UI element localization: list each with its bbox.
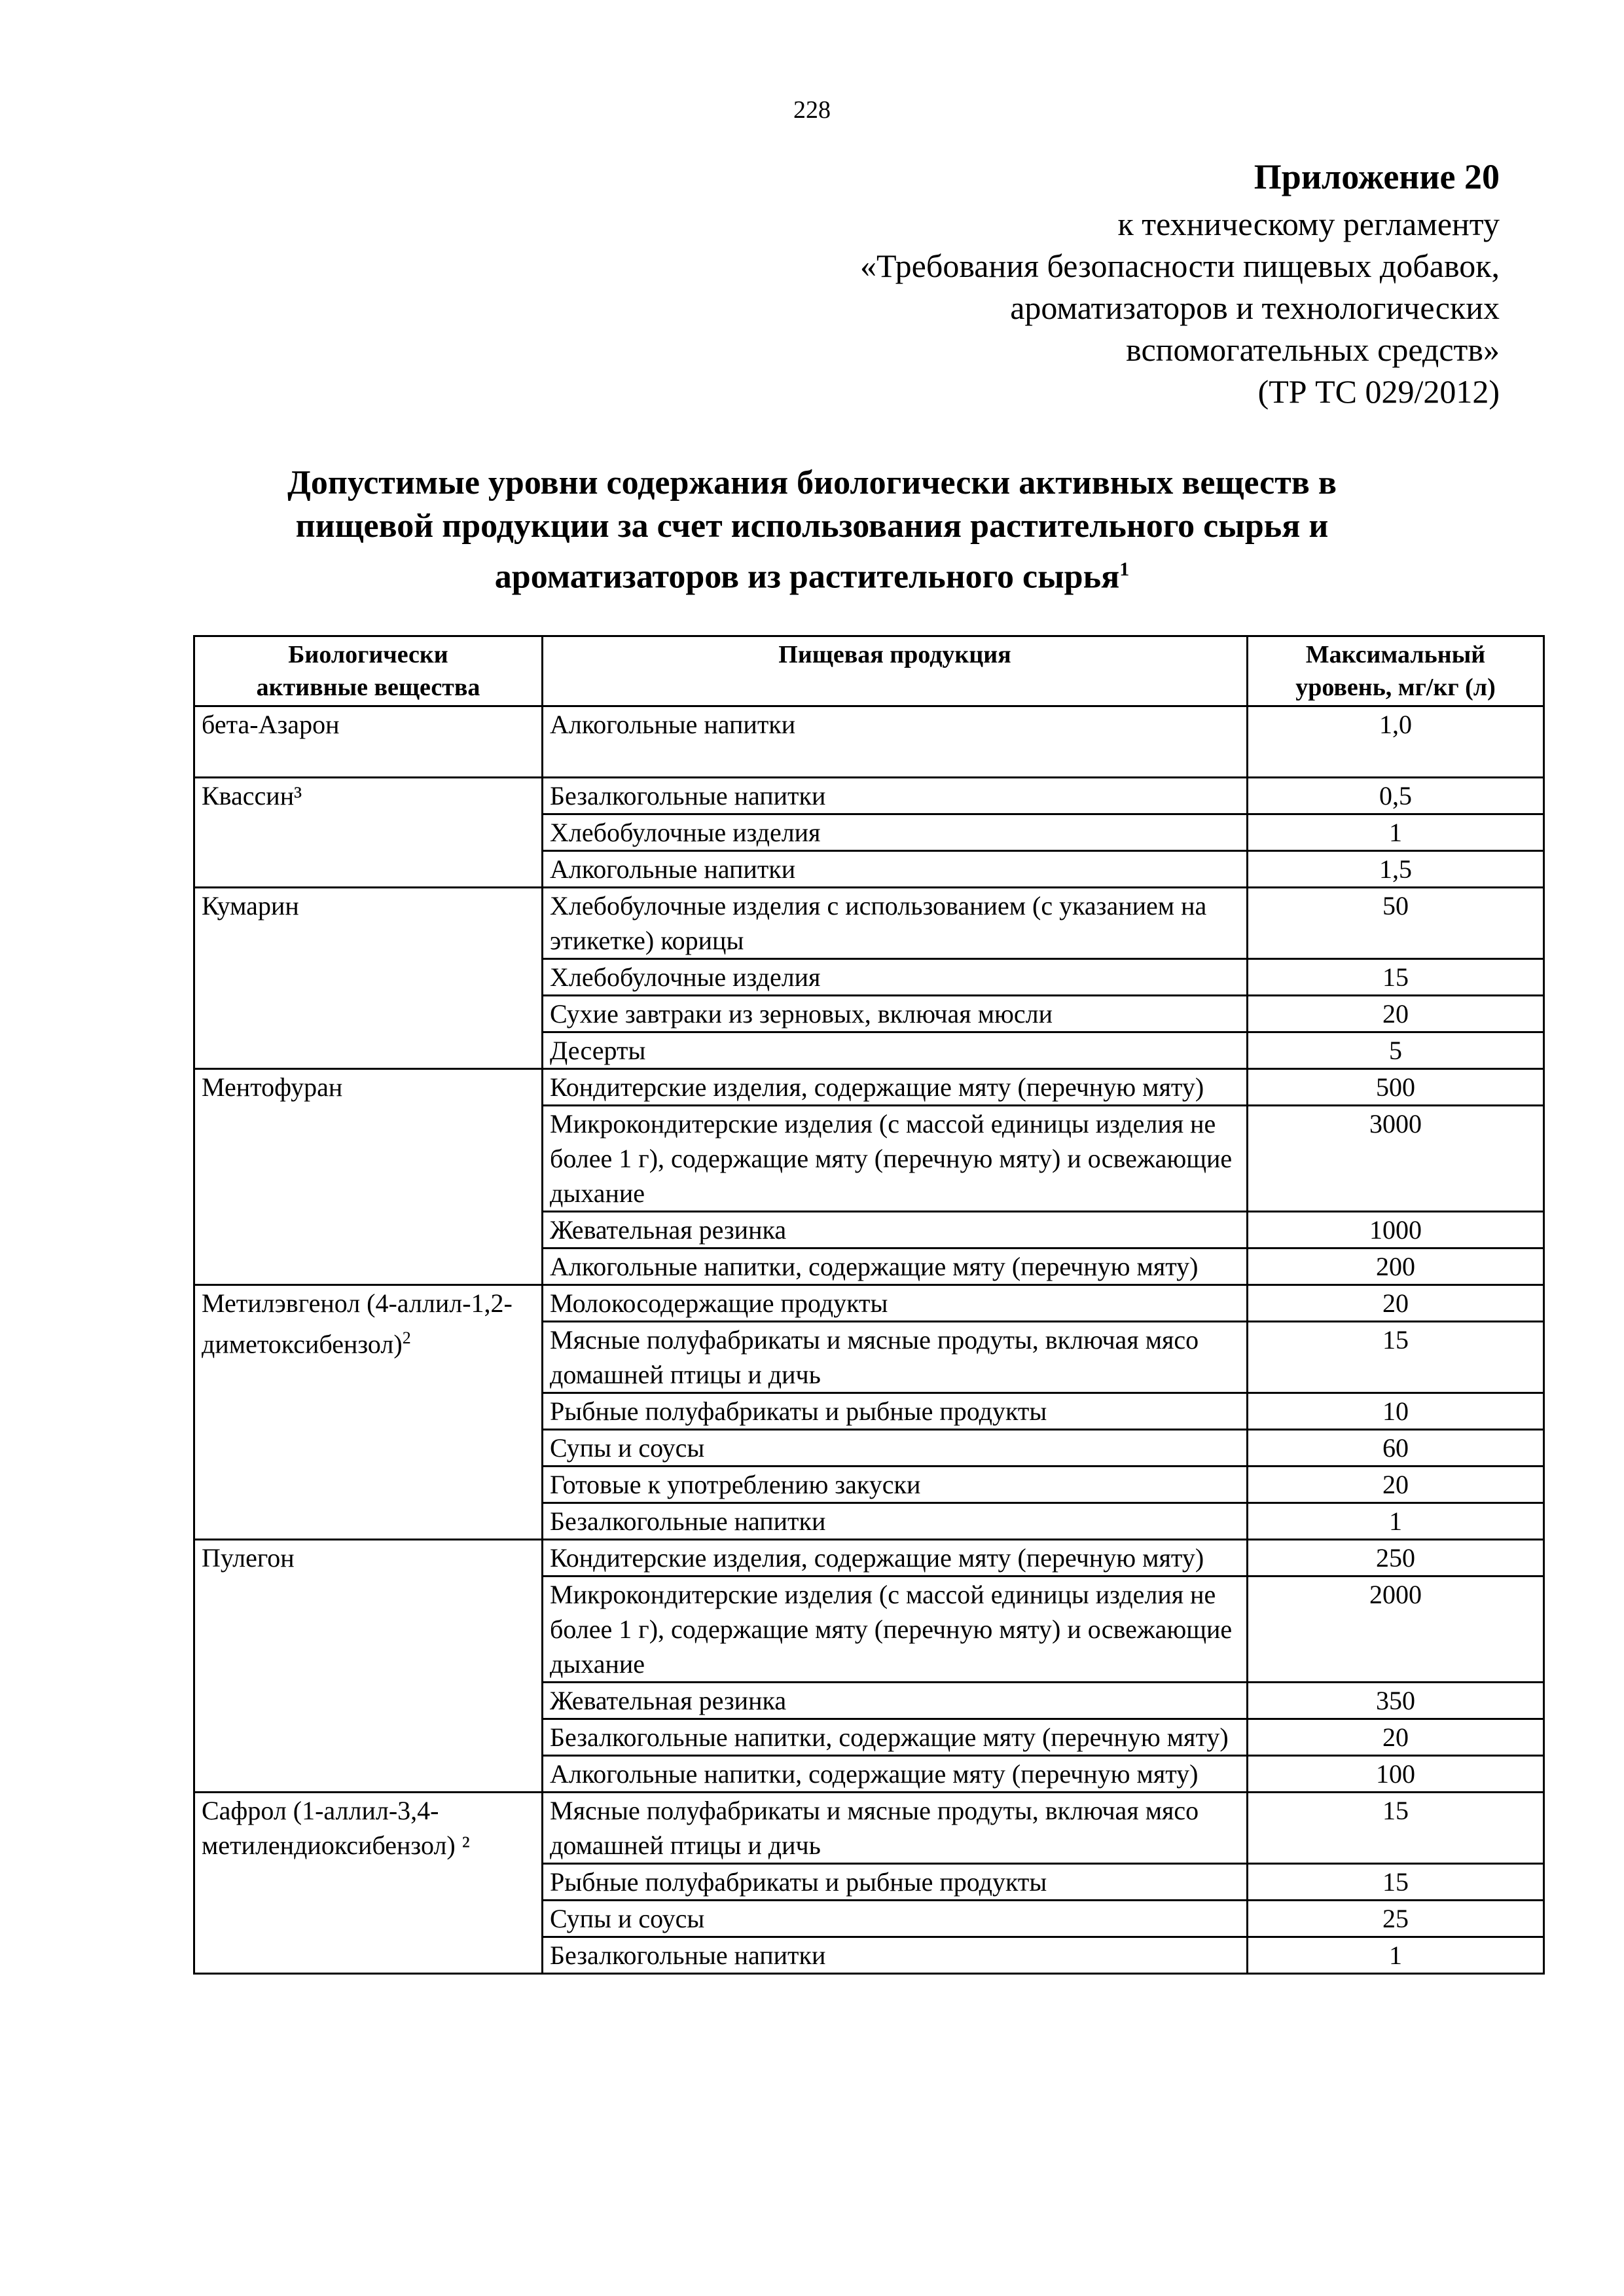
title-line: Допустимые уровни содержания биологически активных веществ в — [287, 464, 1337, 501]
value-cell: 20 — [1248, 1285, 1544, 1322]
value-cell: 500 — [1248, 1069, 1544, 1106]
annex-title: Приложение 20 — [1254, 157, 1500, 196]
value-cell: 20 — [1248, 996, 1544, 1032]
value-cell: 200 — [1248, 1248, 1544, 1285]
product-cell: Алкогольные напитки — [543, 851, 1248, 888]
header-substance-line: активные вещества — [256, 674, 480, 701]
product-cell: Сухие завтраки из зерновых, включая мюсли — [543, 996, 1248, 1032]
product-cell: Супы и соусы — [543, 1430, 1248, 1467]
annex-line: вспомогательных средств» — [1126, 331, 1500, 368]
substance-cell: Ментофуран — [194, 1069, 543, 1285]
product-cell: Микрокондитерские изделия (с массой единицы изделия не более 1 г), содержащие мяту (перечную мяту) и освежающие дыхание — [543, 1576, 1248, 1683]
product-cell: Алкогольные напитки, содержащие мяту (перечную мяту) — [543, 1248, 1248, 1285]
value-cell: 15 — [1248, 959, 1544, 996]
substance-cell — [194, 1285, 543, 1540]
product-cell: Хлебобулочные изделия с использованием (с указанием на этикетке) корицы — [543, 888, 1248, 959]
annex-line: к техническому регламенту — [1117, 206, 1500, 242]
product-cell: Алкогольные напитки, содержащие мяту (перечную мяту) — [543, 1756, 1248, 1793]
header-level-line: уровень, мг/кг (л) — [1295, 674, 1496, 701]
substance-cell: Квассин³ — [194, 778, 543, 888]
table-row — [194, 1285, 1544, 1322]
value-cell: 2000 — [1248, 1576, 1544, 1683]
product-cell: Безалкогольные напитки, содержащие мяту (перечную мяту) — [543, 1719, 1248, 1756]
title-line-text: ароматизаторов из растительного сырья — [494, 558, 1120, 596]
substance-cell: бета-Азарон — [194, 706, 543, 778]
substance-cell: Кумарин — [194, 888, 543, 1069]
product-cell: Рыбные полуфабрикаты и рыбные продукты — [543, 1864, 1248, 1901]
value-cell: 350 — [1248, 1683, 1544, 1719]
value-cell: 15 — [1248, 1864, 1544, 1901]
value-cell: 1 — [1248, 1503, 1544, 1540]
value-cell: 1,0 — [1248, 706, 1544, 778]
value-cell: 15 — [1248, 1793, 1544, 1864]
annex-line: (ТР ТС 029/2012) — [1257, 373, 1500, 410]
table-row — [194, 1069, 1544, 1106]
value-cell: 250 — [1248, 1540, 1544, 1576]
document-title — [0, 462, 1624, 598]
value-cell: 60 — [1248, 1430, 1544, 1467]
substance-footnote-mark: 2 — [402, 1328, 411, 1347]
value-cell: 50 — [1248, 888, 1544, 959]
product-cell: Безалкогольные напитки — [543, 778, 1248, 814]
limits-table — [193, 635, 1545, 1975]
annex-header — [583, 156, 1500, 412]
value-cell: 5 — [1248, 1032, 1544, 1069]
product-cell: Рыбные полуфабрикаты и рыбные продукты — [543, 1393, 1248, 1430]
substance-cell: Пулегон — [194, 1540, 543, 1793]
product-cell: Готовые к употреблению закуски — [543, 1467, 1248, 1503]
value-cell: 10 — [1248, 1393, 1544, 1430]
substance-name: Метилэвгенол (4-аллил-1,2-диметоксибензол) — [202, 1288, 513, 1359]
product-cell: Кондитерские изделия, содержащие мяту (перечную мяту) — [543, 1069, 1248, 1106]
title-footnote-mark: 1 — [1119, 558, 1130, 580]
product-cell: Молокосодержащие продукты — [543, 1285, 1248, 1322]
product-cell: Хлебобулочные изделия — [543, 814, 1248, 851]
table-header-row — [194, 636, 1544, 706]
product-cell: Жевательная резинка — [543, 1683, 1248, 1719]
table-row — [194, 1793, 1544, 1864]
header-level — [1248, 636, 1544, 706]
value-cell: 3000 — [1248, 1106, 1544, 1212]
value-cell: 1000 — [1248, 1212, 1544, 1248]
product-cell: Десерты — [543, 1032, 1248, 1069]
table-row — [194, 706, 1544, 778]
product-cell: Супы и соусы — [543, 1901, 1248, 1937]
header-substance-line: Биологически — [288, 641, 448, 668]
value-cell: 25 — [1248, 1901, 1544, 1937]
title-line — [0, 548, 1624, 598]
value-cell: 1 — [1248, 814, 1544, 851]
annex-line: ароматизаторов и технологических — [1010, 289, 1500, 326]
product-cell: Безалкогольные напитки — [543, 1937, 1248, 1974]
table-row — [194, 1540, 1544, 1576]
annex-line: «Требования безопасности пищевых добавок, — [860, 247, 1500, 284]
table-row — [194, 778, 1544, 814]
product-cell: Мясные полуфабрикаты и мясные продуты, включая мясо домашней птицы и дичь — [543, 1322, 1248, 1393]
product-cell: Хлебобулочные изделия — [543, 959, 1248, 996]
product-cell: Кондитерские изделия, содержащие мяту (перечную мяту) — [543, 1540, 1248, 1576]
page-number: 228 — [793, 96, 831, 124]
header-product: Пищевая продукция — [543, 636, 1248, 706]
product-cell: Жевательная резинка — [543, 1212, 1248, 1248]
table-row — [194, 888, 1544, 959]
header-substance — [194, 636, 543, 706]
header-level-line: Максимальный — [1305, 641, 1486, 668]
value-cell: 20 — [1248, 1719, 1544, 1756]
product-cell: Алкогольные напитки — [543, 706, 1248, 778]
product-cell: Мясные полуфабрикаты и мясные продуты, включая мясо домашней птицы и дичь — [543, 1793, 1248, 1864]
value-cell: 20 — [1248, 1467, 1544, 1503]
product-cell: Микрокондитерские изделия (с массой единицы изделия не более 1 г), содержащие мяту (перечную мяту) и освежающие дыхание — [543, 1106, 1248, 1212]
value-cell: 15 — [1248, 1322, 1544, 1393]
substance-cell: Сафрол (1-аллил-3,4-метилендиоксибензол) ² — [194, 1793, 543, 1974]
value-cell: 1,5 — [1248, 851, 1544, 888]
value-cell: 0,5 — [1248, 778, 1544, 814]
value-cell: 100 — [1248, 1756, 1544, 1793]
product-cell: Безалкогольные напитки — [543, 1503, 1248, 1540]
limits-table-container — [193, 635, 1543, 1975]
title-line: пищевой продукции за счет использования растительного сырья и — [295, 507, 1329, 545]
value-cell: 1 — [1248, 1937, 1544, 1974]
